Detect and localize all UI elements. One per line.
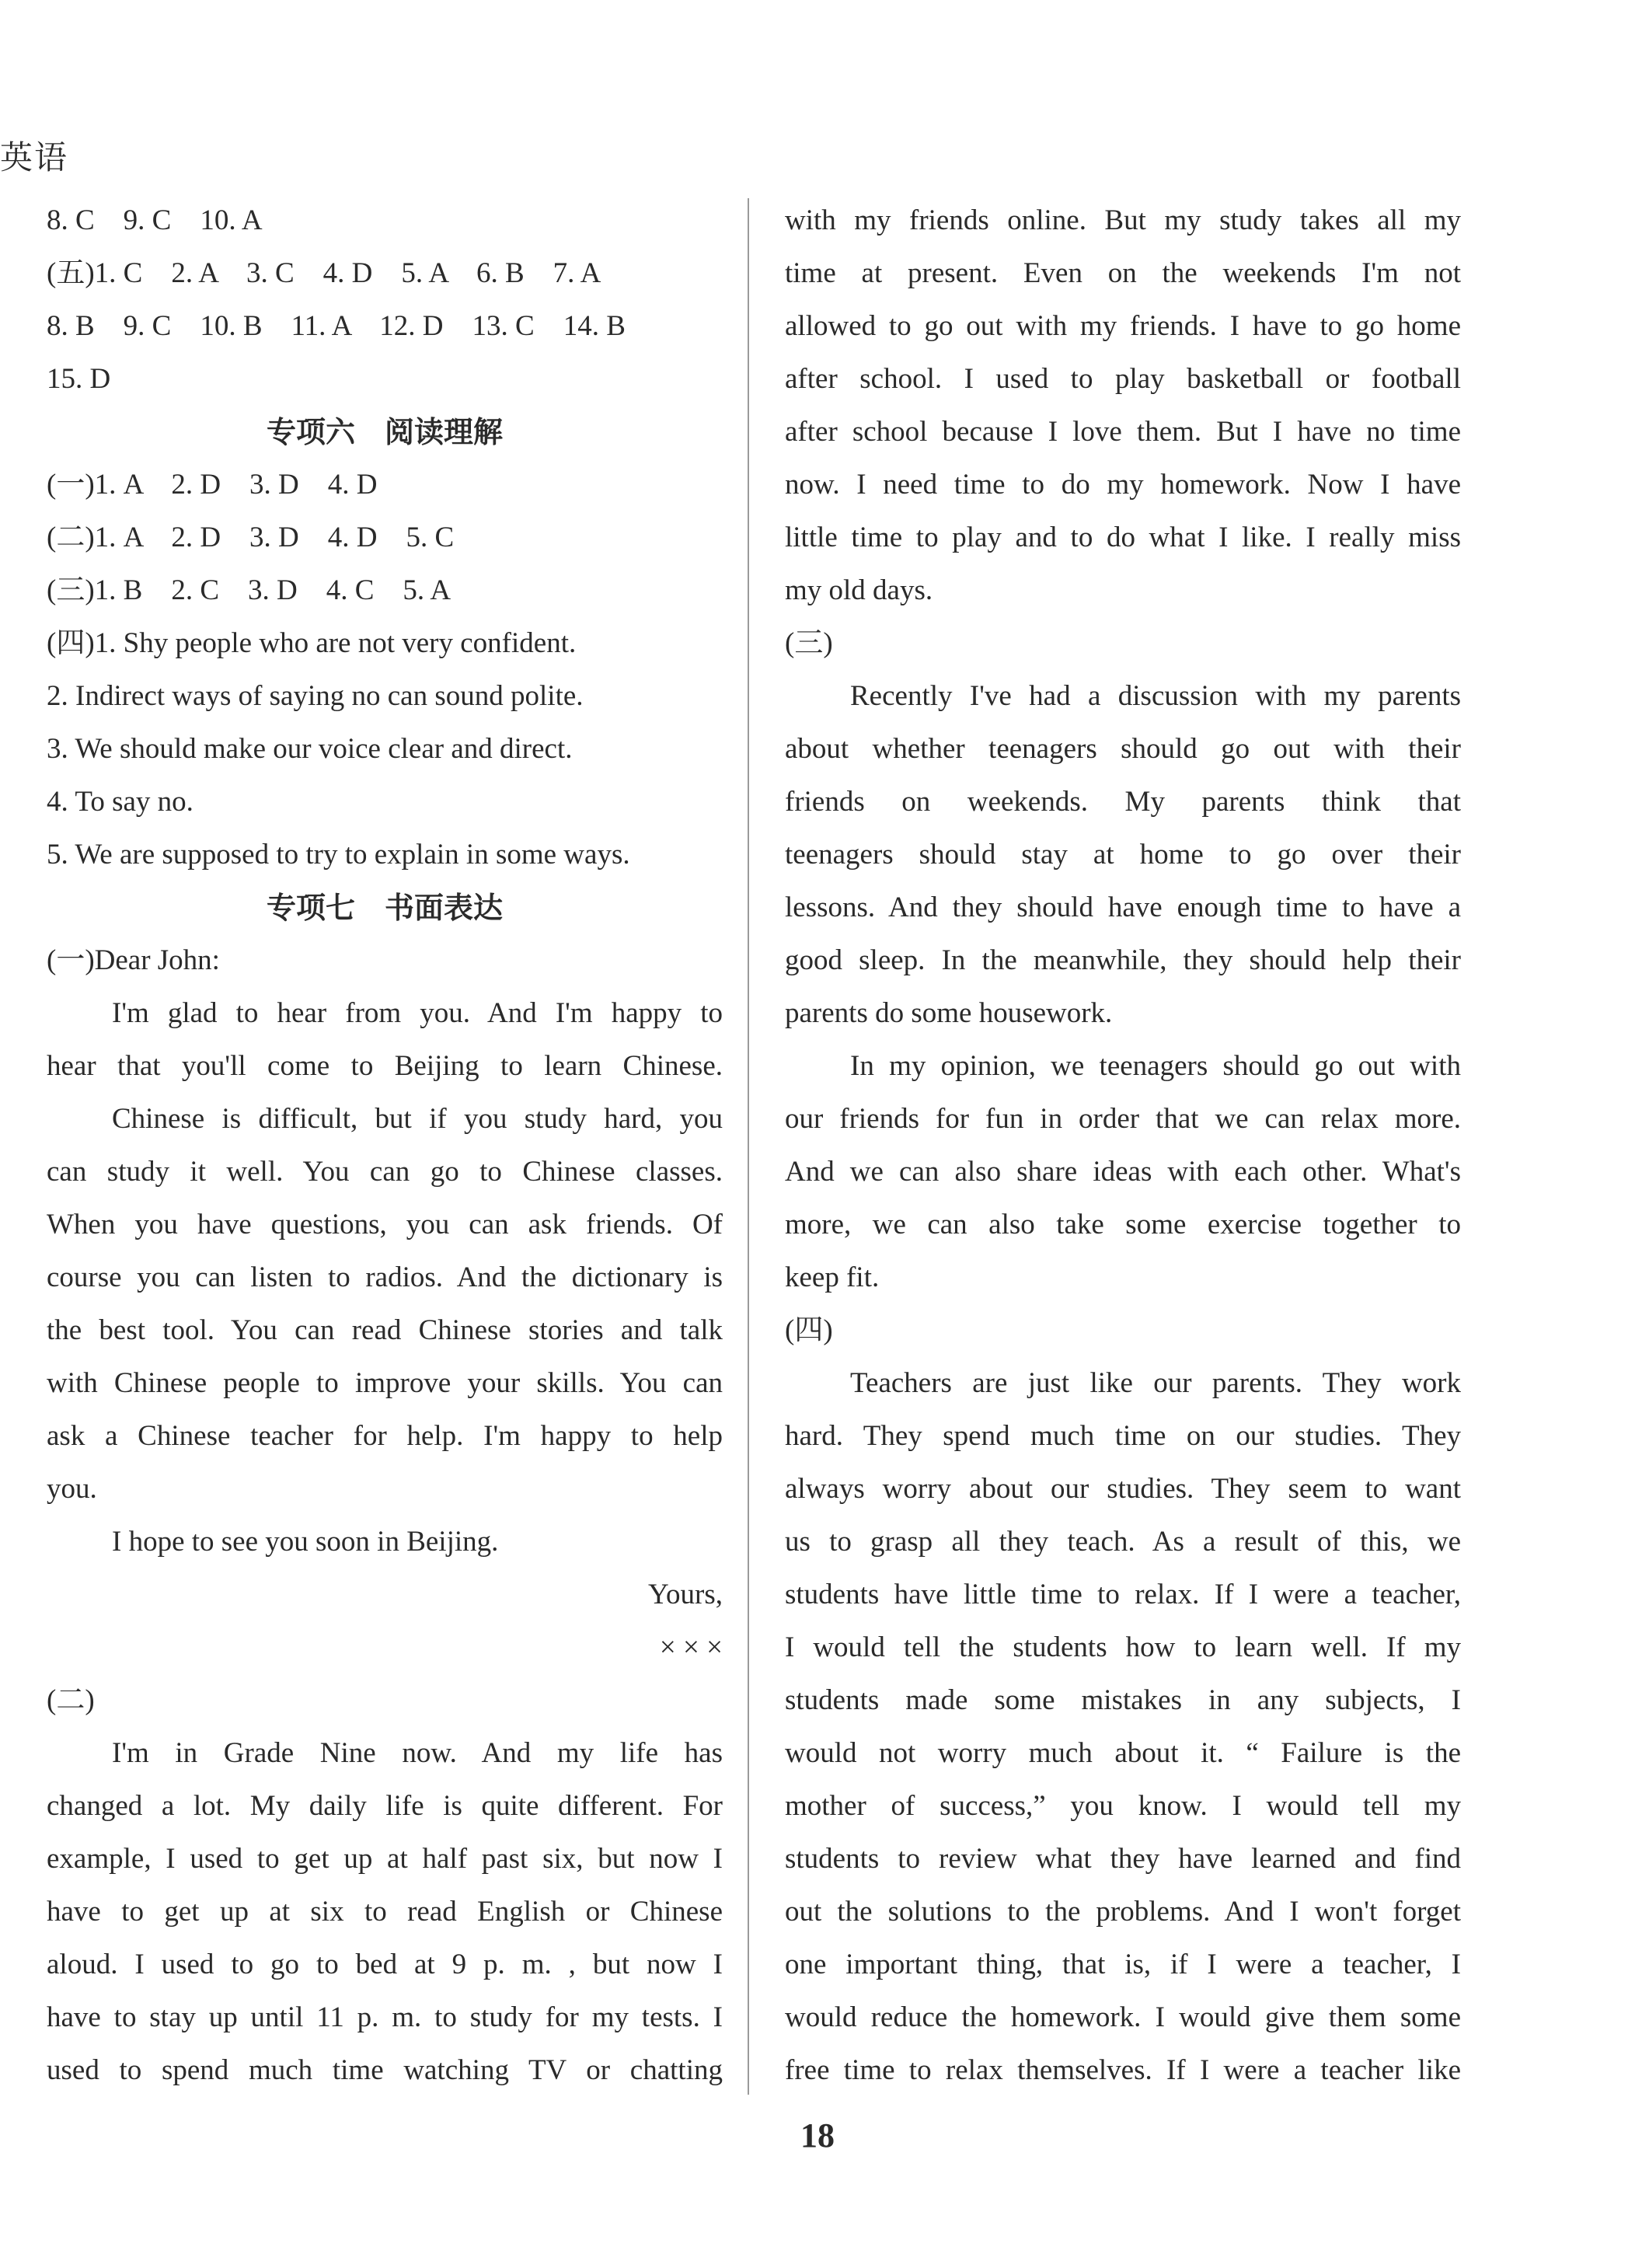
paragraph-line: ask a Chinese teacher for help. I'm happy to help <box>47 1420 723 1452</box>
section-heading-6: 专项六 阅读理解 <box>266 415 503 449</box>
paragraph-line: mother of success,” you know. I would tell my <box>785 1790 1461 1822</box>
letter-signature: × × × <box>659 1631 723 1663</box>
answer-line: (三)1. B 2. C 3. D 4. C 5. A <box>47 574 451 606</box>
paragraph-line: lessons. And they should have enough time to have a <box>785 891 1461 923</box>
paragraph-line: hear that you'll come to Beijing to learn Chinese. <box>47 1050 723 1082</box>
paragraph-line: with Chinese people to improve your skills. You can <box>47 1367 723 1399</box>
answer-line: 4. To say no. <box>47 786 193 818</box>
left-column <box>47 194 723 2097</box>
header-title: 英语 <box>0 138 69 176</box>
paragraph-line: In my opinion, we teenagers should go out with <box>850 1050 1461 1082</box>
essay-number: (二) <box>47 1684 95 1716</box>
paragraph-line: example, I used to get up at half past six, but now I <box>47 1843 723 1875</box>
paragraph-line: changed a lot. My daily life is quite different. For <box>47 1790 723 1822</box>
paragraph-line: students made some mistakes in any subjects, I <box>785 1684 1461 1716</box>
paragraph-line: out the solutions to the problems. And I won't forget <box>785 1896 1461 1928</box>
paragraph-line: hard. They spend much time on our studies. They <box>785 1420 1461 1452</box>
paragraph-line: would reduce the homework. I would give them some <box>785 2001 1461 2033</box>
answer-line: 8. B 9. C 10. B 11. A 12. D 13. C 14. B <box>47 310 626 342</box>
paragraph-line: about whether teenagers should go out with their <box>785 733 1461 765</box>
paragraph-line: allowed to go out with my friends. I have to go home <box>785 310 1461 342</box>
paragraph-line: teenagers should stay at home to go over their <box>785 839 1461 871</box>
paragraph-line: after school because I love them. But I have no time <box>785 416 1461 448</box>
paragraph-line: students to review what they have learned and find <box>785 1843 1461 1875</box>
paragraph-line: always worry about our studies. They seem to want <box>785 1473 1461 1505</box>
paragraph-line: I'm glad to hear from you. And I'm happy to <box>112 997 723 1029</box>
paragraph-line: one important thing, that is, if I were a teacher, I <box>785 1949 1461 1980</box>
paragraph-line: time at present. Even on the weekends I'm not <box>785 257 1461 289</box>
answer-line: 2. Indirect ways of saying no can sound polite. <box>47 680 584 712</box>
letter-closing: Yours, <box>648 1579 723 1610</box>
paragraph-line: have to get up at six to read English or Chinese <box>47 1896 723 1928</box>
essay-number: (三) <box>785 627 833 659</box>
answer-line: 3. We should make our voice clear and direct. <box>47 733 573 765</box>
paragraph-line: Teachers are just like our parents. They work <box>850 1367 1461 1399</box>
paragraph-line: us to grasp all they teach. As a result of this, we <box>785 1526 1461 1558</box>
answer-line: (五)1. C 2. A 3. C 4. D 5. A 6. B 7. A <box>47 257 601 289</box>
paragraph-line: now. I need time to do my homework. Now I have <box>785 469 1461 501</box>
paragraph-line: Chinese is difficult, but if you study hard, you <box>112 1103 723 1135</box>
letter-salutation: (一)Dear John: <box>47 944 220 976</box>
paragraph-line: friends on weekends. My parents think that <box>785 786 1461 818</box>
answer-line: 8. C 9. C 10. A <box>47 204 263 236</box>
answer-line: 5. We are supposed to try to explain in some ways. <box>47 839 630 871</box>
paragraph-line: little time to play and to do what I like. I really miss <box>785 522 1461 553</box>
answer-line: 15. D <box>47 363 111 395</box>
paragraph-line: good sleep. In the meanwhile, they should help their <box>785 944 1461 976</box>
paragraph-line: I would tell the students how to learn well. If my <box>785 1631 1461 1663</box>
answer-line: (一)1. A 2. D 3. D 4. D <box>47 469 378 501</box>
paragraph-line: free time to relax themselves. If I were a teacher like <box>785 2054 1461 2086</box>
paragraph-line: I hope to see you soon in Beijing. <box>112 1526 499 1558</box>
page-number: 18 <box>800 2116 835 2155</box>
essay-number: (四) <box>785 1314 833 1346</box>
paragraph-line: used to spend much time watching TV or chatting <box>47 2054 723 2086</box>
paragraph-line: have to stay up until 11 p. m. to study for my tests. I <box>47 2001 723 2033</box>
section-heading-7: 专项七 书面表达 <box>266 891 503 925</box>
paragraph-line: I'm in Grade Nine now. And my life has <box>112 1737 723 1769</box>
paragraph-line: Recently I've had a discussion with my parents <box>850 680 1461 712</box>
paragraph-line: our friends for fun in order that we can relax more. <box>785 1103 1461 1135</box>
paragraph-line: my old days. <box>785 574 933 606</box>
answer-line: (二)1. A 2. D 3. D 4. D 5. C <box>47 522 455 553</box>
paragraph-line: the best tool. You can read Chinese stories and talk <box>47 1314 723 1346</box>
column-divider <box>748 198 749 2095</box>
answer-line: (四)1. Shy people who are not very confident. <box>47 627 577 659</box>
paragraph-line: course you can listen to radios. And the dictionary is <box>47 1261 723 1293</box>
paragraph-line: And we can also share ideas with each other. What's <box>785 1156 1461 1188</box>
paragraph-line: students have little time to relax. If I were a teacher, <box>785 1579 1461 1610</box>
paragraph-line: can study it well. You can go to Chinese classes. <box>47 1156 723 1188</box>
right-column <box>785 194 1461 2097</box>
paragraph-line: you. <box>47 1473 97 1505</box>
paragraph-line: parents do some housework. <box>785 997 1113 1029</box>
paragraph-line: When you have questions, you can ask friends. Of <box>47 1209 723 1240</box>
paragraph-line: more, we can also take some exercise together to <box>785 1209 1461 1240</box>
paragraph-line: keep fit. <box>785 1261 880 1293</box>
paragraph-line: with my friends online. But my study takes all my <box>785 204 1461 236</box>
paragraph-line: after school. I used to play basketball or football <box>785 363 1461 395</box>
paragraph-line: would not worry much about it. “ Failure is the <box>785 1737 1461 1769</box>
paragraph-line: aloud. I used to go to bed at 9 p. m. , but now I <box>47 1949 723 1980</box>
